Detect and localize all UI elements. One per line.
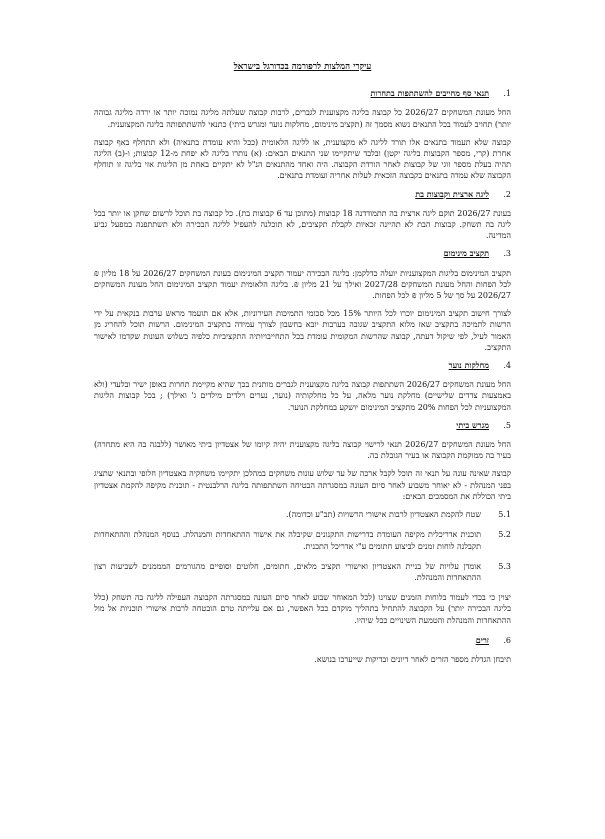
paragraph: החל מעונת המשחקים 2026/27 כל קבוצה בליגה מקצוענית לגברים, לרבות קבוצה שעלתה מליגה נמוכה יותר או ירדה מליגה גבוהה יותר) תחויב לעמוד בכל התנאים נשוא מסמך זה (תקציב מינימום, מחלקות נוער ומגרש ביתי) כתנאי להשתתפותה בליגה המקצוענית. xyxy=(94,108,511,129)
paragraph: החל מעונת המשחקים 2026/27 תנאי לרישוי קבוצה בליגה מקצוענית יהיה קיומו של אצטדיון ביתי מאושר (ללבגה בה היא מתחרה) בעיר בה ממוקמת הקבוצה או בעיר הגובלת בה. xyxy=(94,440,511,461)
section-number: 5. xyxy=(503,420,511,430)
section-heading xyxy=(94,635,511,646)
subsection-text: תוכנית אדריכלית מקיפה העומדת בדרישות התקנונים שקיבלה את אישור ההתאחדות והמנהלת. בנוסף המנהלת וההתאחדות תקבלנה לוחות זמנים לביצוע חתומים ע"י אדריכל התכנית. xyxy=(94,530,481,551)
document-title: עיקרי המלצות לרפורמה בכדורגל בישראל xyxy=(233,62,372,72)
paragraph: לצורך חישוב תקציב המינימום יוכרו לכל היותר 15% מכל סכומי התמיכות העירוניות, אלא אם תועמד מראש ערבות בנקאית על ידי הרשות לתמיכה בתקציב שאז מלוא התקציב שגובה בערבות יובא בחשבון לצורך עמידה בתקציב המינימום. הרשות תוכל להחריג מן האמור לעיל, לפי שיקול דעתה, קבוצה שהרשות המקומית עומדת בכל התחייבויותיה התקציביות כלפיה בשלוש העונות שקדמו לאישור התקציב. xyxy=(94,309,512,352)
subsection-5-3 xyxy=(94,561,511,583)
section-6 xyxy=(94,635,511,665)
section-heading xyxy=(94,360,511,371)
section-4 xyxy=(94,360,511,413)
section-heading xyxy=(94,248,511,259)
section-heading xyxy=(94,420,511,431)
subsection-5-1 xyxy=(94,509,511,520)
paragraph: החל מעונת המשחקים 2026/27 השתתפות קבוצה בליגה מקצוענית לגברים מותנית בכך שהיא מקיימת תחרות באופן ישיר ובלעדי (ולא באמצעות צדדים שלישיים) מחלקת נוער מלאה, על כל מחלקותיה (נוער, נערים וילדים מילדים ג' ואילך) ; בכל קבוצות הליגות המקצועניות לכל הפחות 20% מתקציב המינימום יושקע במחלקת הנוער. xyxy=(94,380,511,412)
section-3 xyxy=(94,248,511,353)
section-number: 4. xyxy=(503,361,511,371)
section-1 xyxy=(94,88,511,181)
section-title: זרים xyxy=(475,634,489,645)
paragraph: תיבחן הגדלת מספר הזרים לאחר דיונים ובדיקות שייערכו בנושא. xyxy=(314,654,511,664)
paragraph: בעונת 2026/27 תוקם ליגה ארצית בה תתמודדנה 18 קבוצות (מתוכן עד 6 קבוצות בת). כל קבוצה בת תוכל לרשום שחקן או יותר בכל ליגה בה תשחק. קבוצות הבת לא תהיינה זכאיות לקבלת תקציבים, לא תוכלנה להעפיל לליגה הבכירה ולא תשתתפנה במפעל גביע המדינה. xyxy=(94,208,512,241)
section-number: 1. xyxy=(503,89,511,99)
paragraph: קבוצה שלא תעמוד בתנאים אלו תורד לליגה לא מקצוענית, או לליגה הלאומית (ככל והיא עומדת בתנאיה) ולא תתחלף באף קבוצה אחרת (קרי, מספר הקבוצות בליגה יקטן) ובלבד שיתקיימו שני התנאים הבאים: (א) נותרו בליגה לא יפחת מ-12 קבוצות; ו-(ב) הליגה תהיה בעלת מספר זוגי של קבוצות לאחר הורדת הקבוצה. היה ואחד מהתנאים הנ"ל לא יתקיים באחת מן הליגות אזי בליגה זו תוחלף הקבוצה שלא עמדה בתנאים בקבוצה הזכאית לעלות אחריה ועומדת בתנאים. xyxy=(94,137,512,181)
section-number: 3. xyxy=(503,249,511,259)
section-title: תקציב מינימום xyxy=(443,248,489,259)
section-heading xyxy=(94,189,511,200)
subsection-number: 5.2 xyxy=(498,530,511,540)
section-title: תנאי סף מחייבים להשתתפות בתחרות xyxy=(370,88,489,99)
subsection-text: שטח להקמת האצטדיון לרבות אישורי הרשויות (תב"ע וכדומה). xyxy=(285,510,481,520)
section-title: ליגה ארצית וקבוצות בת xyxy=(415,188,489,199)
section-title: מגרש ביתי xyxy=(456,419,489,430)
section-5 xyxy=(94,420,511,626)
paragraph: קבוצה שאינה עונה על תנאי זה תוכל לקבל ארכה של עד שלוש עונות משחקים במהלכן יתקיימו משחקיה באצטדיון חלופי ובתנאי שתציג בפני המנהלת - לא יאוחר משבוע לאחר סיום העונה במסגרתה הבטיחה השתתפותה בליגה הרלבנטית - תוכנית מקיפה להקמת אצטדיון ביתי הכוללת את המסמכים הבאים: xyxy=(94,469,511,501)
section-number: 6. xyxy=(503,635,511,645)
paragraph: תקציב המינימום בליגות המקצועניות יועלה כדלקמן: בליגה הבכירה יעמוד תקציב המינימום בעונת המשחקים 2026/27 על 18 מליון ₪ לכל הפחות והחל מעונת המשחקים 2027/28 ואילך על 21 מליון ₪. בליגה הלאומית יעמוד תקציב המינימום החל מעונת המשחקים 2026/27 על סך של 5 מליון ₪ לכל הפחות. xyxy=(94,268,512,301)
closing-note: יצוין כי בכדי לעמוד בלוחות הזמנים שצוינו (לכל המאוחר שבוע לאחר סיום העונה במסגרתה הקבוצה העפילה לליגה בה תשחק (כלל בליגה הבכירה יותר) על הקבוצה להתחיל בתהליך מוקדם ככל האפשר, גם אם עלייתה טרם הובטחה לרבות אישורי תוכניות אל מול ההתאחדות והמנהלת והטמעת השינויים ככל שיהיו. xyxy=(94,593,511,625)
section-number: 2. xyxy=(503,189,511,199)
subsection-text: אומדן עלויות של בניית האצטדיון ואישורי תקציב מלאים, חתומים, חלוטים וסופיים מהגורמים המממנים לשביעות רצון ההתאחדות והמנהלת. xyxy=(94,561,481,582)
subsection-number: 5.3 xyxy=(498,561,511,571)
subsection-5-2 xyxy=(94,529,511,551)
section-heading xyxy=(94,88,511,99)
subsection-number: 5.1 xyxy=(498,510,511,520)
section-2 xyxy=(94,189,511,242)
section-title: מחלקות נוער xyxy=(448,360,489,371)
